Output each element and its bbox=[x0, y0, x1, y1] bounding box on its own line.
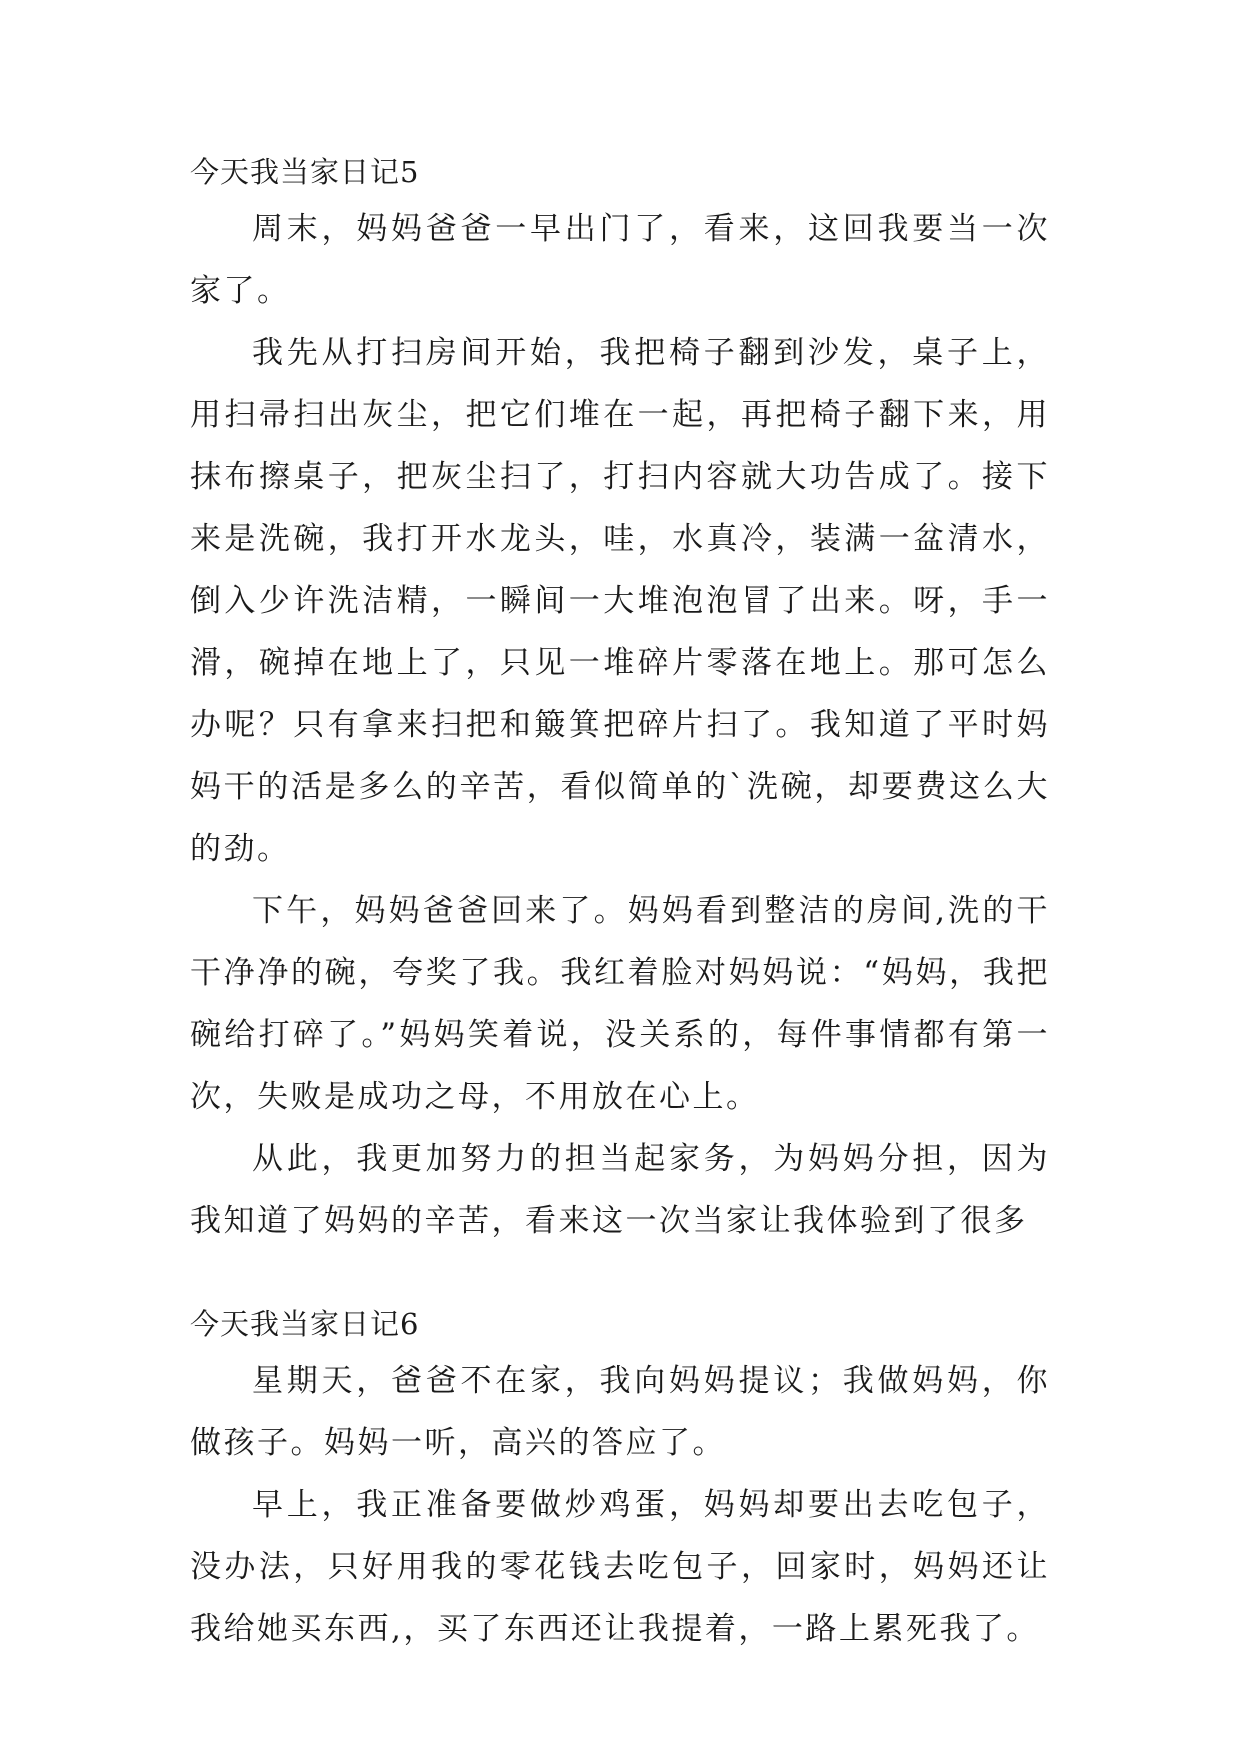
paragraph: 周末，妈妈爸爸一早出门了，看来，这回我要当一次家了。 bbox=[190, 211, 1050, 309]
section-title: 今天我当家日记6 bbox=[190, 1307, 420, 1341]
paragraph: 从此，我更加努力的担当起家务，为妈妈分担，因为我知道了妈妈的辛苦，看来这一次当家让我体验到了很多 bbox=[190, 1141, 1050, 1239]
paragraph: 星期天，爸爸不在家，我向妈妈提议；我做妈妈，你做孩子。妈妈一听，高兴的答应了。 bbox=[190, 1363, 1050, 1461]
paragraph: 下午，妈妈爸爸回来了。妈妈看到整洁的房间,洗的干干净净的碗，夸奖了我。我红着脸对妈妈说：“妈妈，我把碗给打碎了。”妈妈笑着说，没关系的，每件事情都有第一次，失败是成功之母，不用放在心上。 bbox=[190, 893, 1050, 1115]
section-title: 今天我当家日记5 bbox=[190, 155, 420, 189]
paragraph: 早上，我正准备要做炒鸡蛋，妈妈却要出去吃包子，没办法，只好用我的零花钱去吃包子，回家时，妈妈还让我给她买东西,，买了东西还让我提着，一路上累死我了。 bbox=[190, 1487, 1050, 1647]
diary-entry-6 bbox=[190, 1304, 1050, 1660]
diary-entry-5 bbox=[190, 152, 1050, 1252]
document-body bbox=[190, 152, 1050, 1712]
paragraph: 我先从打扫房间开始，我把椅子翻到沙发，桌子上，用扫帚扫出灰尘，把它们堆在一起，再把椅子翻下来，用抹布擦桌子，把灰尘扫了，打扫内容就大功告成了。接下来是洗碗，我打开水龙头，哇，水真冷，装满一盆清水，倒入少许洗洁精，一瞬间一大堆泡泡冒了出来。呀，手一滑，碗掉在地上了，只见一堆碎片零落在地上。那可怎么办呢？只有拿来扫把和簸箕把碎片扫了。我知道了平时妈妈干的活是多么的辛苦，看似简单的`洗碗，却要费这么大的劲。 bbox=[190, 335, 1050, 867]
